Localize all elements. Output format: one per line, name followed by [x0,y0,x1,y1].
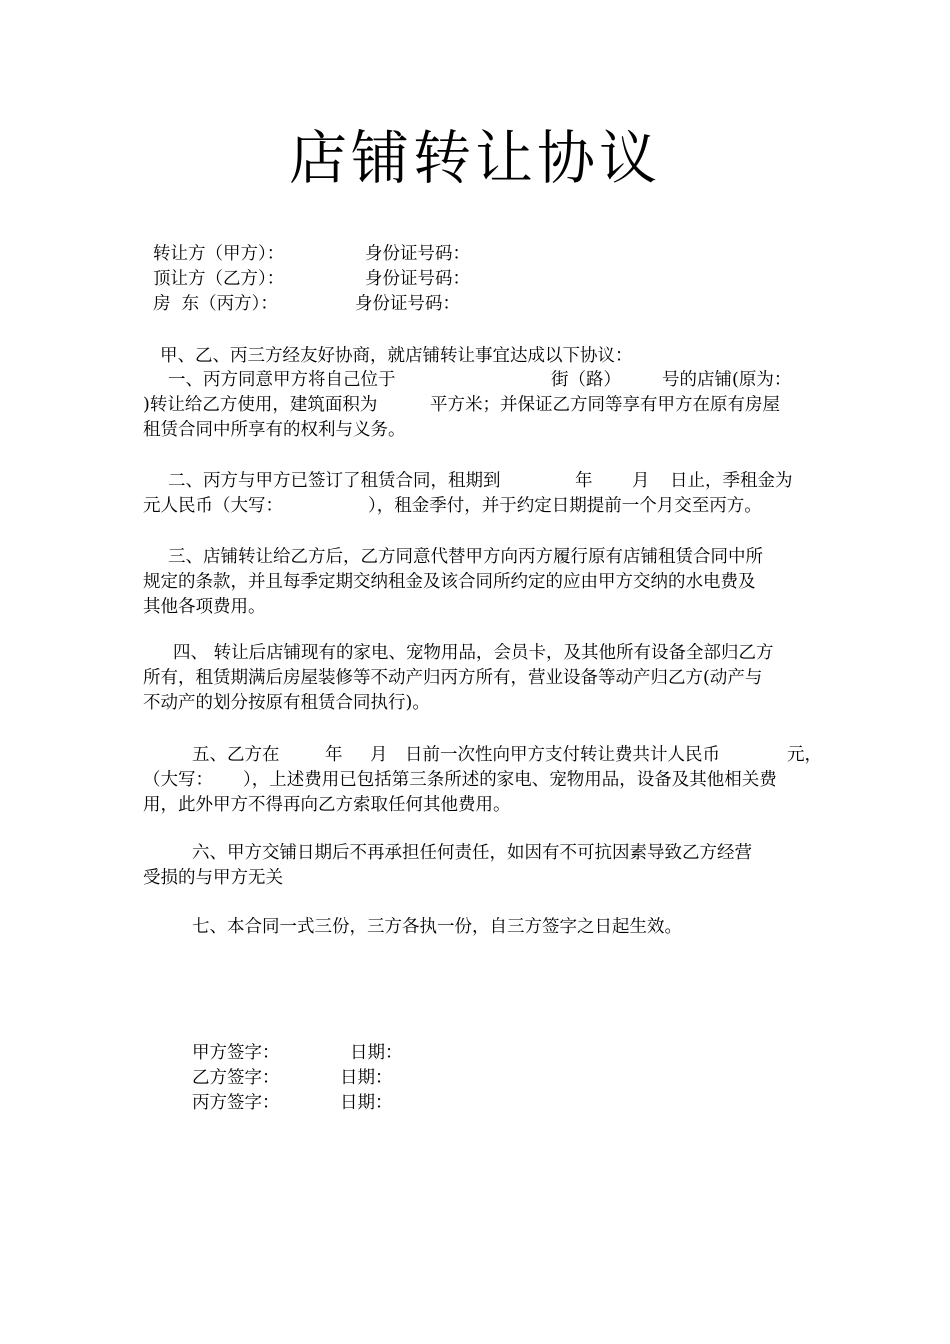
clause1-line3: 租赁合同中所享有的权利与义务。 [143,420,406,440]
clause6-line2: 受损的与甲方无关 [143,868,283,888]
clause2-line2-b: ），租金季付，并于约定日期提前一个月交至丙方。 [368,496,762,516]
clause1-line1-c: 号的店铺(原为： [662,370,792,390]
party-b-label: 顶让方（乙方）： [153,269,285,289]
clause3-line3: 其他各项费用。 [143,597,266,617]
clause2-line1-d: 日止，季租金为 [670,471,793,491]
party-b-id-label: 身份证号码： [365,269,470,289]
clause5-line1-b: 年 [325,745,343,765]
clause1-line2-b: 平方米；并保证乙方同等享有甲方在原有房屋 [430,395,780,415]
clause3-line1: 三、店铺转让给乙方后，乙方同意代替甲方向丙方履行原有店铺租赁合同中所 [168,547,763,567]
clause5-line2-a: （大写： [143,770,213,790]
clause5-line1-e: 元， [787,745,822,765]
clause4-line3: 不动产的划分按原有租赁合同执行)。 [143,693,430,713]
clause2-line1-a: 二、丙方与甲方已签订了租赁合同，租期到 [168,471,501,491]
signature-party-b-date-label: 日期： [340,1068,393,1088]
clause5-line1-c: 月 [370,745,388,765]
clause1-line1-b: 街（路） [551,370,621,390]
clause2-line1-c: 月 [632,471,650,491]
signature-party-c-label: 丙方签字： [192,1093,280,1113]
clause4-line2: 所有，租赁期满后房屋装修等不动产归丙方所有，营业设备等动产归乙方(动产与 [143,668,763,688]
signature-party-a-label: 甲方签字： [192,1043,280,1063]
signature-party-b-label: 乙方签字： [192,1068,280,1088]
document-title: 店铺转让协议 [288,124,661,192]
clause2-line2-a: 元人民币（大写： [143,496,283,516]
clause5-line1-a: 五、乙方在 [192,745,280,765]
party-c-id-label: 身份证号码： [355,294,460,314]
clause7-text: 七、本合同一式三份，三方各执一份，自三方签字之日起生效。 [192,917,682,937]
clause3-line2: 规定的条款，并且每季定期交纳租金及该合同所约定的应由甲方交纳的水电费及 [143,572,756,592]
clause6-line1: 六、甲方交铺日期后不再承担任何责任，如因有不可抗因素导致乙方经营 [192,843,752,863]
intro-text: 甲、乙、丙三方经友好协商，就店铺转让事宜达成以下协议： [160,346,633,366]
party-a-id-label: 身份证号码： [365,244,470,264]
signature-party-a-date-label: 日期： [350,1043,403,1063]
signature-party-c-date-label: 日期： [340,1093,393,1113]
clause4-line1: 四、 转让后店铺现有的家电、宠物用品，会员卡，及其他所有设备全部归乙方 [173,643,774,663]
clause1-line2-a: )转让给乙方使用，建筑面积为 [143,395,378,415]
party-c-label: 房 东（丙方）： [153,294,278,314]
clause5-line3: 用，此外甲方不得再向乙方索取任何其他费用。 [143,795,511,815]
party-a-label: 转让方（甲方）： [153,244,285,264]
clause2-line1-b: 年 [575,471,593,491]
clause5-line2-b: ），上述费用已包括第三条所述的家电、宠物用品，设备及其他相关费 [243,770,777,790]
clause1-line1-a: 一、丙方同意甲方将自己位于 [168,370,396,390]
clause5-line1-d: 日前一次性向甲方支付转让费共计人民币 [405,745,720,765]
